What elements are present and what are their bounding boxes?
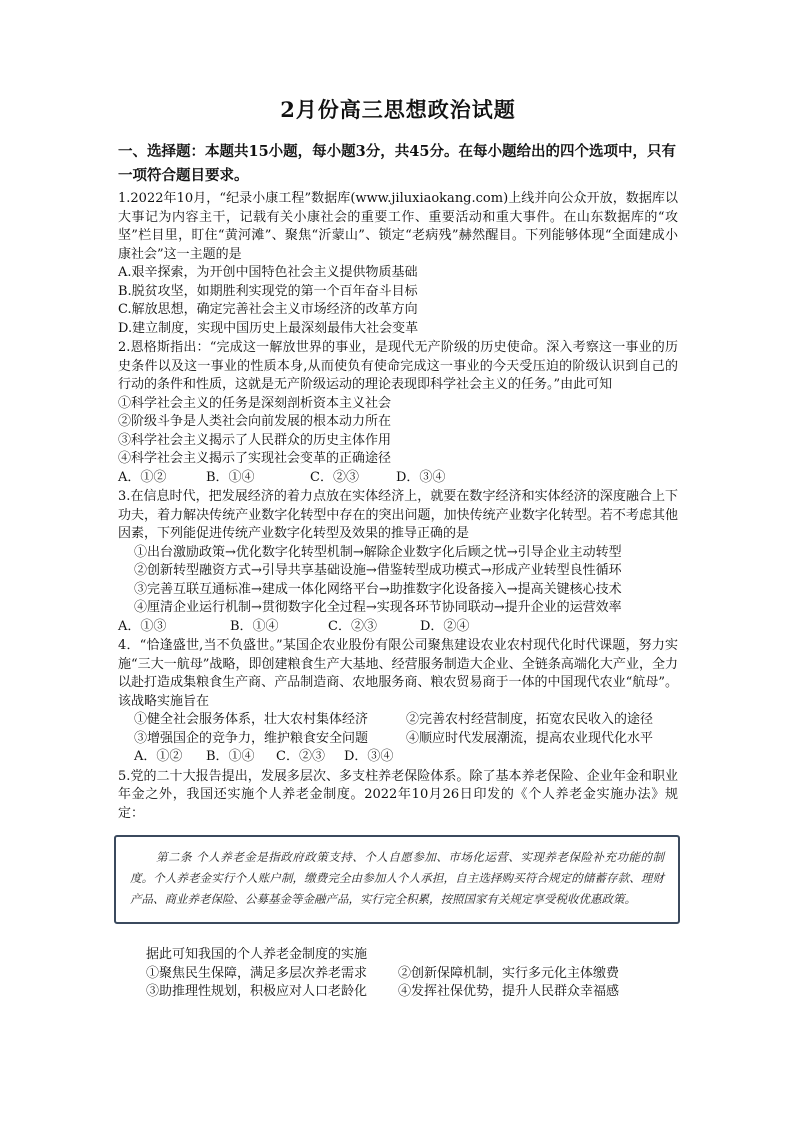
question-4-items-row-1 (118, 711, 678, 730)
question-4-items-row-2 (118, 730, 678, 749)
question-4-item-2: ②完善农村经营制度，拓宽农民收入的途径 (406, 712, 654, 727)
question-5-item-2: ②创新保障机制，实行多元化主体缴费 (398, 965, 620, 981)
question-4-answer-c: C．②③ (276, 749, 325, 764)
question-5-stem: 5.党的二十大报告提出，发展多层次、多支柱养老保险体系。除了基本养老保险、企业年金和职业年金之外，我国还实施个人养老金制度。2022年10月26日印发的《个人养老金实施办法》规定： (118, 768, 678, 821)
question-1-stem: 1.2022年10月，“纪录小康工程”数据库(www.jiluxiaokang.com)上线并向公众开放，数据库以大事记为内容主干，记载有关小康社会的重要工作、重要活动和重大事件。在山东数据库的“攻坚”栏目里，盯住“黄河滩”、聚焦“沂蒙山”、锁定“老病残”赫然醒目。下列能够体现“全面建成小康社会”这一主题的是 (118, 191, 678, 262)
question-3-answer-a: A．①③ (118, 618, 167, 634)
question-4-answer-b: B．①④ (206, 749, 255, 764)
question-3-answer-b: B．①④ (230, 618, 279, 634)
regulation-quote-text: 第二条 个人养老金是指政府政策支持、个人自愿参加、市场化运营、实现养老保险补充功能的制度。个人养老金实行个人账户制，缴费完全由参加人个人承担，自主选择购买符合规定的储蓄存款、理财产品、商业养老保险、公募基金等金融产品，实行完全积累，按照国家有关规定享受税收优惠政策。 (130, 850, 664, 906)
question-3-item-2: ②创新转型融资方式→引导共享基础设施→借鉴转型成功模式→形成产业转型良性循环 (134, 563, 622, 578)
question-3-item-3: ③完善互联互通标准→建成一体化网络平台→助推数字化设备接入→提高关键核心技术 (134, 581, 622, 597)
question-3-stem: 3.在信息时代，把发展经济的着力点放在实体经济上，就要在数字经济和实体经济的深度融合上下功夫，着力解决传统产业数字化转型中存在的突出问题，加快传统产业数字化转型。若不考虑其他因素，下列能促进传统产业数字化转型及效果的推导正确的是 (118, 489, 678, 541)
question-2-stem: 2.恩格斯指出：“完成这一解放世界的事业，是现代无产阶级的历史使命。深入考察这一事业的历史条件以及这一事业的性质本身,从而使负有使命完成这一事业的今天受压迫的阶级认识到自己的行动的条件和性质，这就是无产阶级运动的理论表现即科学社会主义的任务。”由此可知 (118, 340, 678, 392)
question-2-item-3: ③科学社会主义揭示了人民群众的历史主体作用 (118, 432, 392, 448)
question-4-answer-a: A．①② (134, 749, 183, 764)
question-3-item-4: ④厘清企业运行机制→贯彻数字化全过程→实现各环节协同联动→提升企业的运营效率 (134, 600, 622, 615)
question-2 (118, 339, 678, 487)
regulation-quote-box (114, 835, 680, 924)
question-2-answer-d: D．③④ (396, 469, 446, 485)
question-3-answer-c: C．②③ (328, 618, 377, 634)
question-5-items-row-1 (146, 965, 678, 984)
question-5-item-1: ①聚焦民生保障，满足多层次养老需求 (146, 965, 368, 981)
question-2-answer-c: C．②③ (310, 469, 359, 485)
question-4-answers (118, 748, 678, 767)
question-2-answers (118, 469, 678, 488)
question-4-item-3: ③增强国企的竞争力，维护粮食安全问题 (134, 730, 369, 746)
section-heading: 一、选择题：本题共15小题，每小题3分，共45分。在每小题给出的四个选项中，只有一项符合题目要求。 (118, 143, 676, 184)
question-3-answers (118, 618, 678, 637)
question-4-item-4: ④顺应时代发展潮流，提高农业现代化水平 (406, 730, 654, 746)
question-5-lead: 据此可知我国的个人养老金制度的实施 (146, 947, 368, 962)
question-1-option-a: A.艰辛探索，为开创中国特色社会主义提供物质基础 (118, 265, 418, 280)
question-4-stem: 4．“恰逢盛世,当不负盛世。”某国企农业股份有限公司聚焦建设农业农村现代化时代课题，努力实施“三大一航母”战略，即创建粮食生产大基地、经营服务制造大企业、全链条高端化大产业，全力以赴打造成集粮食生产商、产品制造商、农地服务商、粮农贸易商于一体的中国现代农业“航母”。该战略实施旨在 (118, 638, 678, 709)
question-2-item-4: ④科学社会主义揭示了实现社会变革的正确途径 (118, 451, 392, 466)
page-title: 2月份高三思想政治试题 (280, 97, 516, 122)
question-5-after-box (118, 946, 678, 1002)
question-1-option-b: B.脱贫攻坚，如期胜利实现党的第一个百年奋斗目标 (118, 283, 418, 299)
question-3-item-1: ①出台激励政策→优化数字化转型机制→解除企业数字化后顾之忧→引导企业主动转型 (134, 544, 622, 560)
question-3 (118, 488, 678, 636)
question-3-answer-d: D．②④ (420, 618, 470, 634)
question-2-item-2: ②阶级斗争是人类社会向前发展的根本动力所在 (118, 414, 392, 429)
question-4-item-1: ①健全社会服务体系，壮大农村集体经济 (134, 712, 369, 727)
question-1 (118, 190, 678, 338)
question-1-option-d: D.建立制度，实现中国历史上最深刻最伟大社会变革 (118, 320, 419, 336)
question-5-item-3: ③助推理性规划，积极应对人口老龄化 (146, 984, 368, 999)
question-2-answer-b: B．①④ (206, 469, 255, 485)
question-5-item-4: ④发挥社保优势，提升人民群众幸福感 (398, 984, 620, 999)
question-5 (118, 768, 678, 1002)
question-1-option-c: C.解放思想，确定完善社会主义市场经济的改革方向 (118, 302, 418, 317)
exam-page (118, 96, 678, 1002)
question-2-item-1: ①科学社会主义的任务是深刻剖析资本主义社会 (118, 395, 392, 411)
question-4 (118, 637, 678, 767)
question-5-items-row-2 (146, 983, 678, 1002)
question-4-answer-d: D．③④ (344, 749, 394, 764)
question-2-answer-a: A．①② (118, 469, 167, 485)
